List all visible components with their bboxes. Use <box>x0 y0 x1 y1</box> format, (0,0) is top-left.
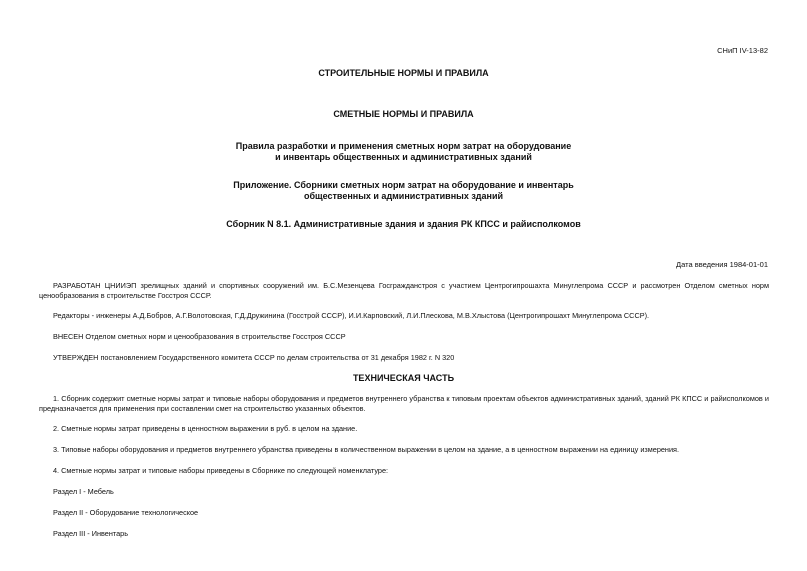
rules-title-line-1: Правила разработки и применения сметных норм затрат на оборудование <box>235 141 572 151</box>
section-equipment: Раздел II - Оборудование технологическое <box>53 508 199 517</box>
editors-paragraph: Редакторы - инженеры А.Д.Бобров, А.Г.Волотовская, Г.Д.Дружинина (Госстрой СССР), И.И.Карповский, Л.И.Плескова, М.В.Хлыстова (Центрогипрошахт Минуглепрома СССР). <box>53 311 650 320</box>
appendix-title-line-2: общественных и административных зданий <box>303 191 504 201</box>
rules-title-line-2: и инвентарь общественных и административных зданий <box>275 152 532 162</box>
sub-title: СМЕТНЫЕ НОРМЫ И ПРАВИЛА <box>333 109 474 119</box>
technical-item-4: 4. Сметные нормы затрат и типовые наборы приведены в Сборнике по следующей номенклатуре: <box>53 466 389 475</box>
document-code: СНиП IV-13-82 <box>717 46 768 55</box>
technical-item-2: 2. Сметные нормы затрат приведены в ценностном выражении в руб. в целом на здание. <box>53 424 358 433</box>
appendix-title-line-1: Приложение. Сборники сметных норм затрат на оборудование и инвентарь <box>233 180 574 190</box>
technical-item-3: 3. Типовые наборы оборудования и предметов внутреннего убранства приведены в количественном выражении в целом на здание, а в ценностном выражении на единицу измерения. <box>53 445 680 454</box>
introduced-paragraph: ВНЕСЕН Отделом сметных норм и ценообразования в строительстве Госстроя СССР <box>53 332 346 341</box>
rules-title <box>0 141 807 163</box>
appendix-title <box>0 180 807 202</box>
main-title: СТРОИТЕЛЬНЫЕ НОРМЫ И ПРАВИЛА <box>318 68 489 78</box>
technical-part-heading: ТЕХНИЧЕСКАЯ ЧАСТЬ <box>352 373 455 383</box>
developed-paragraph: РАЗРАБОТАН ЦНИИЭП зрелищных зданий и спортивных сооружений им. Б.С.Мезенцева Госгражданстроя с участием Центрогипрошахта Минуглепрома СССР и рассмотрен Отделом сметных норм ценообразования в строительстве Госстроя СССР. <box>39 281 769 300</box>
section-furniture: Раздел I - Мебель <box>53 487 114 496</box>
approved-paragraph: УТВЕРЖДЕН постановлением Государственного комитета СССР по делам строительства от 31 декабря 1982 г. N 320 <box>53 353 455 362</box>
technical-item-1: 1. Сборник содержит сметные нормы затрат и типовые наборы оборудования и предметов внутреннего убранства к типовым проектам объектов административных зданий, зданий РК КПСС и райисполкомов и предназначается для применения при составлении смет на строительство указанных объектов. <box>39 394 769 413</box>
collection-title: Сборник N 8.1. Административные здания и здания РК КПСС и райисполкомов <box>226 219 581 229</box>
section-inventory: Раздел III - Инвентарь <box>53 529 129 538</box>
effective-date: Дата введения 1984-01-01 <box>676 260 768 269</box>
